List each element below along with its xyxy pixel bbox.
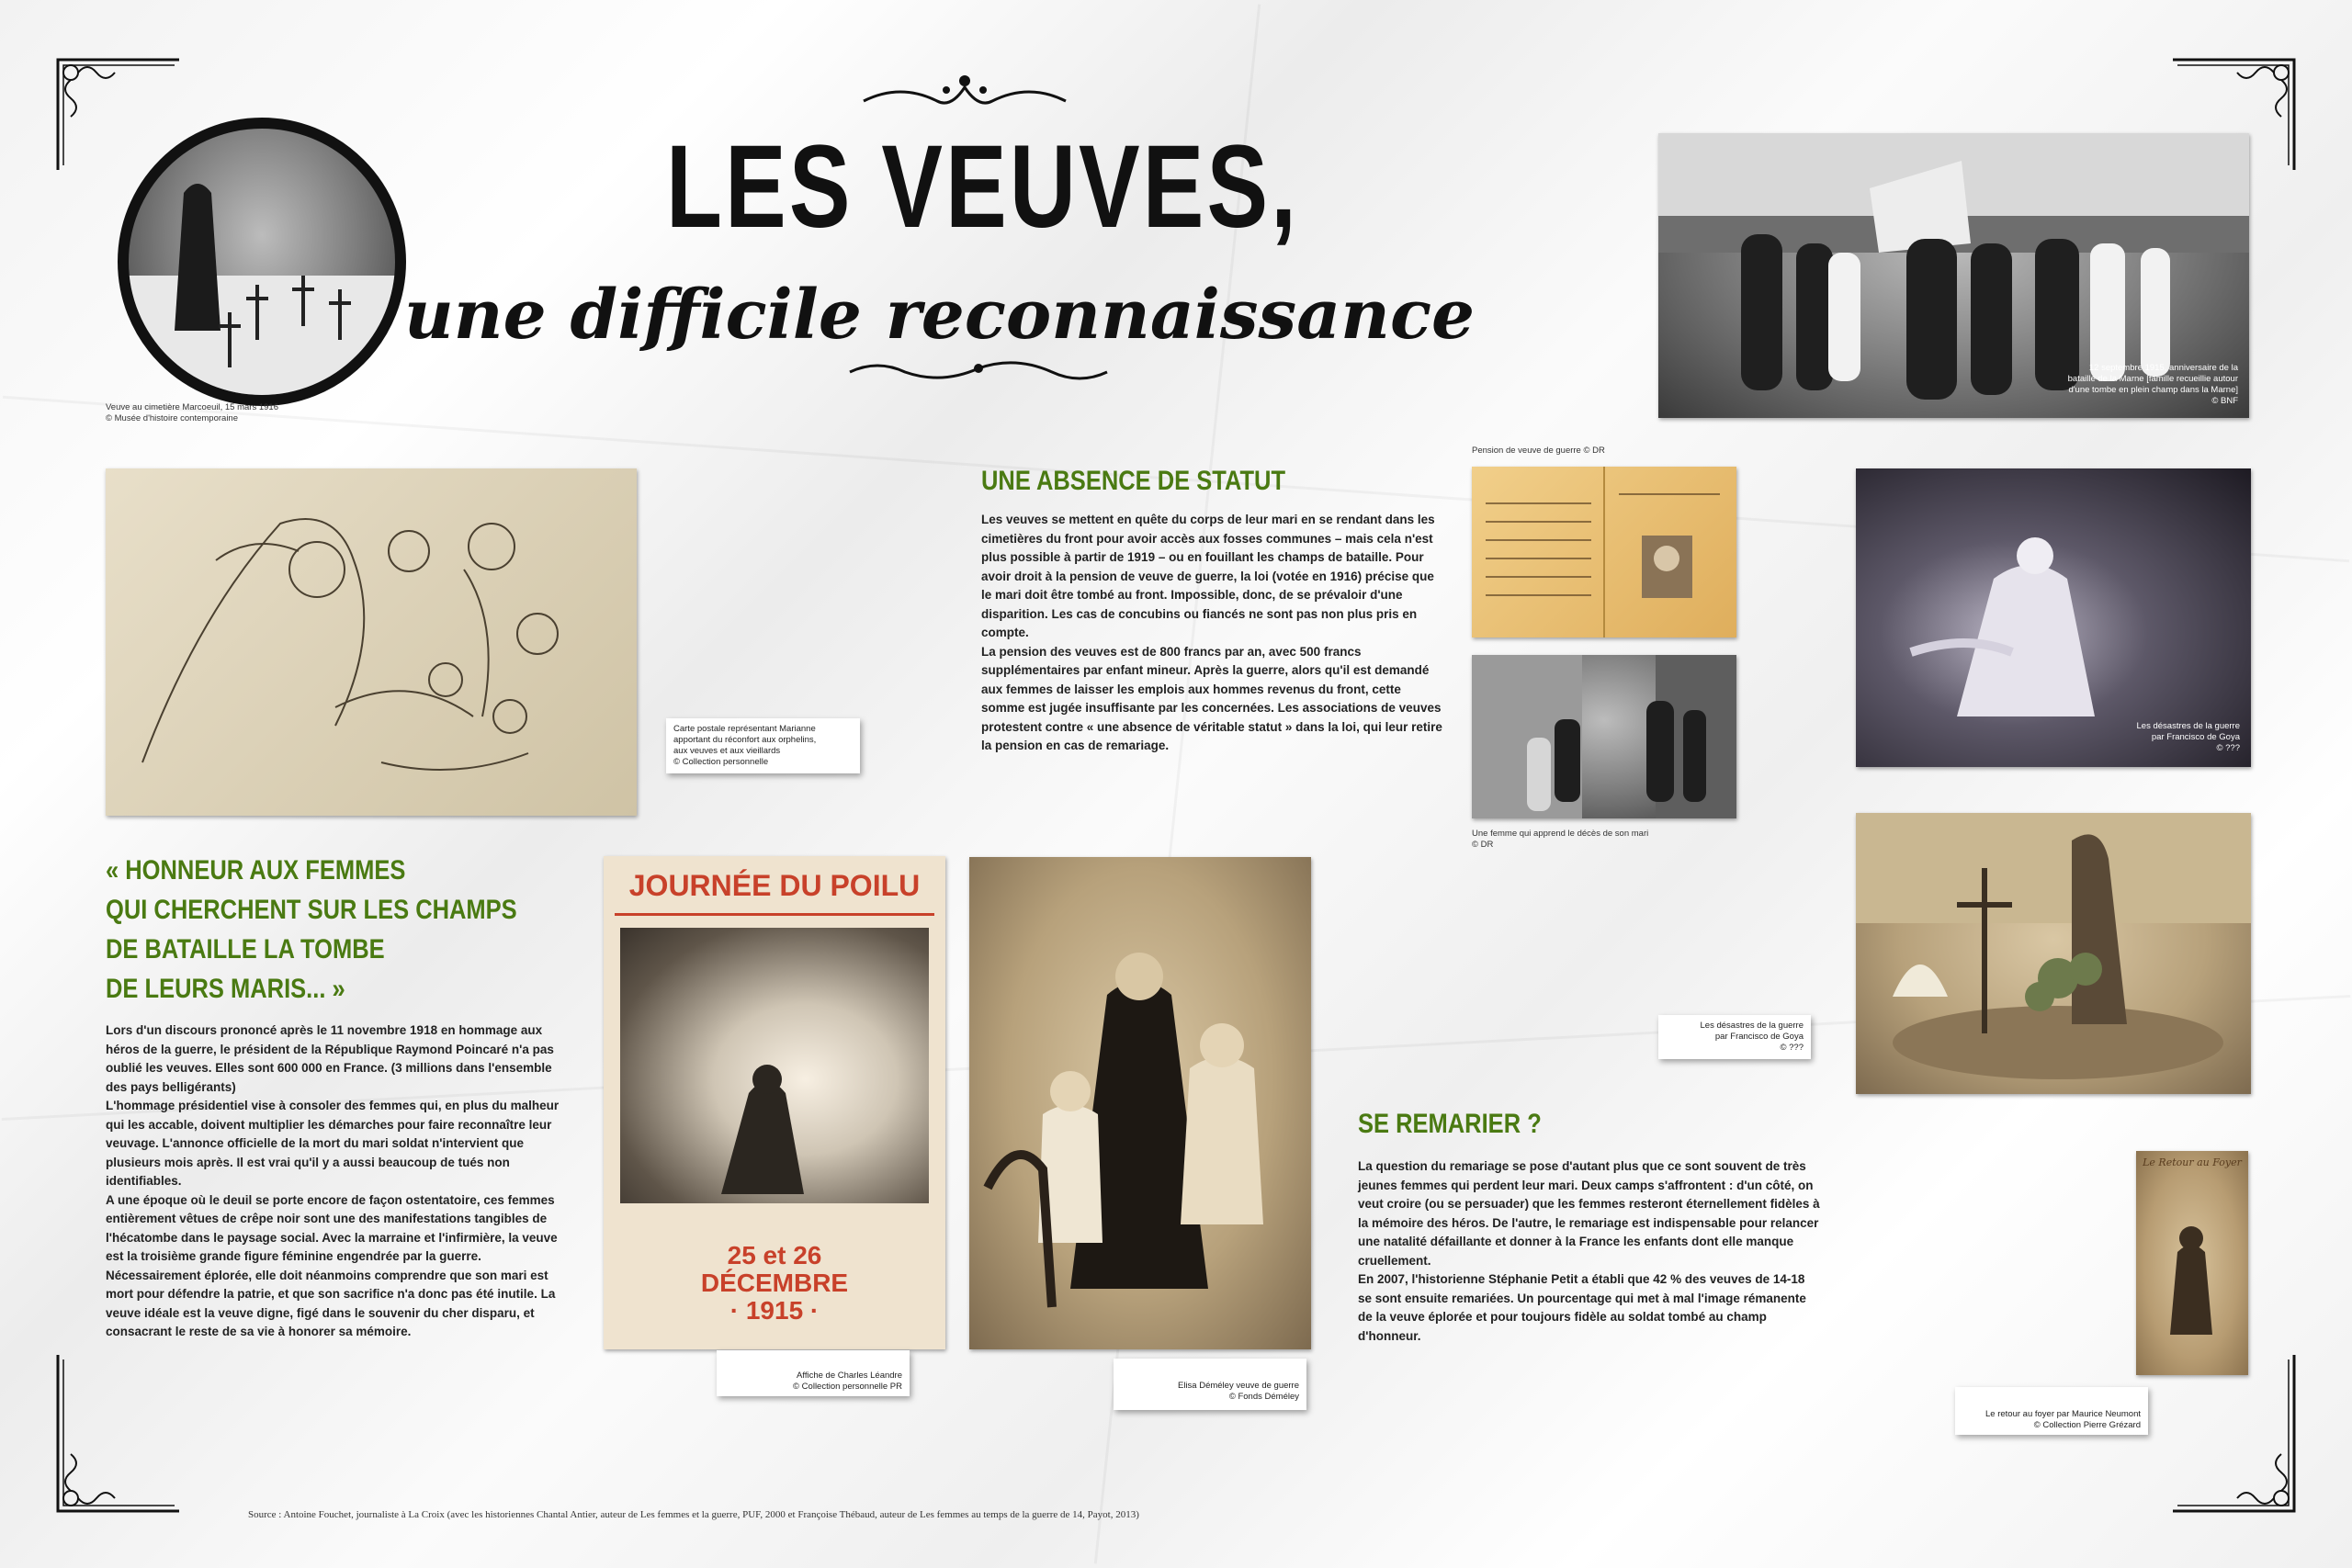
- caption-line: Une femme qui apprend le décès de son mari: [1472, 829, 1649, 839]
- poster-divider: [615, 913, 934, 916]
- title-flourish-top: [854, 64, 1075, 119]
- caption-line: © Collection Pierre Grézard: [2033, 1420, 2141, 1430]
- marianne-sketch-illustration: [106, 468, 637, 816]
- caption-pension: Pension de veuve de guerre © DR: [1472, 446, 1605, 456]
- retour-foyer-title: Le Retour au Foyer: [2143, 1156, 2242, 1168]
- widow-cemetery-photo: [118, 118, 406, 406]
- paragraph: Les veuves se mettent en quête du corps de leur mari en se rendant dans les cimetières du front pour avoir accès aux fosses communes – mais cela n'est plus possible à partir de 1919 – ou en fouillant les champs de bataille. Pour avoir droit à la pension de veuve de guerre, la loi (votée en 1916) précise que le mari doit être tombé au front. Impossible, donc, de se prévaloir d'une disparition. Les cas de concubins ou fiancés ne sont pas non plus pris en compte.: [981, 513, 1435, 639]
- poster-date-line: · 1915 ·: [729, 1296, 820, 1325]
- marianne-postcard: [106, 468, 637, 816]
- caption-line: par Francisco de Goya: [1714, 1032, 1804, 1042]
- text-remarier: [1358, 1157, 1822, 1346]
- caption-demeley: [1114, 1359, 1306, 1410]
- caption-femme-deces: [1472, 829, 1648, 851]
- poster-date-line: 25 et 26: [727, 1241, 822, 1269]
- title-flourish-bottom: [841, 354, 1116, 390]
- retour-foyer-poster: [2136, 1151, 2248, 1375]
- heading-line: « HONNEUR AUX FEMMES: [106, 855, 406, 886]
- caption-neumont: [1955, 1387, 2148, 1435]
- poster-date-line: DÉCEMBRE: [700, 1269, 849, 1297]
- caption-line: © Collection personnelle: [673, 757, 769, 767]
- poster-illustration: [620, 928, 929, 1203]
- caption-line: Les désastres de la guerre: [1700, 1021, 1804, 1031]
- page-subtitle: une difficile reconnaissance: [404, 276, 1476, 355]
- corner-ornament-bottom-left: [51, 1350, 188, 1520]
- caption-line: d'une tombe en plein champ dans la Marne]: [2068, 385, 2238, 395]
- source-footer: Source : Antoine Fouchet, journaliste à La Croix (avec les historiennes Chantal Antier, auteur de Les femmes et la guerre, PUF, 2000 et Françoise Thébaud, auteur de Les femmes au temps de la guerre de 14, Payot, 2013): [248, 1509, 1139, 1520]
- page-title: LES VEUVES,: [666, 121, 1300, 253]
- heading-absence-statut: UNE ABSENCE DE STATUT: [981, 466, 1286, 496]
- widow-news-photo: [1472, 655, 1736, 818]
- caption-line: Affiche de Charles Léandre: [797, 1371, 902, 1381]
- caption-line: apportant du réconfort aux orphelins,: [673, 735, 817, 745]
- paragraph: La pension des veuves est de 800 francs par an, avec 500 francs supplémentaires par enfant mineur. Après la guerre, alors qu'il est demandé aux femmes de laisser les emplois aux hommes revenus du front, cette somme est jugée insuffisante par les concernées. Les associations de veuves protestent contre « une absence de véritable statut » dans la loi, qui leur retire la pension en cas de remariage.: [981, 644, 1442, 752]
- caption-line: © DR: [1472, 840, 1494, 850]
- heading-line: DE LEURS MARIS... »: [106, 974, 345, 1004]
- heading-honneur: [106, 851, 517, 1009]
- caption-line: bataille de la Marne [famille recueillie autour: [2067, 374, 2238, 384]
- caption-marianne: [666, 718, 860, 773]
- caption-line: par Francisco de Goya: [2151, 732, 2240, 742]
- family-portrait-illustration: [969, 857, 1311, 1349]
- caption-line: Elisa Déméley veuve de guerre: [1177, 1381, 1299, 1391]
- paragraph: En 2007, l'historienne Stéphanie Petit a établi que 42 % des veuves de 14-18 se sont ensuite remariées. Un pourcentage qui met à mal l'image rémanente de la veuve éplorée et pour toujours fidèle au soldat tombé au champ d'honneur.: [1358, 1272, 1806, 1343]
- paragraph: A une époque où le deuil se porte encore de façon ostentatoire, ces femmes entièrement vêtues de crêpe noir sont une des manifestations tangibles de l'hécatombe dans le paysage social. Avec la marraine et l'infirmière, la veuve est la troisième grande figure féminine engendrée par la guerre. Nécessairement éplorée, elle doit néanmoins comprendre que son mari est mort pour défendre la patrie, et que son sacrifice n'a donc pas été inutile. La veuve idéale est la veuve digne, figé dans le souvenir du cher disparu, et consacrant le reste de sa vie à honorer sa mémoire.: [106, 1192, 558, 1338]
- caption-line: © BNF: [2211, 396, 2238, 406]
- text-absence-statut: [981, 511, 1445, 756]
- corner-ornament-bottom-right: [2164, 1350, 2301, 1520]
- text-honneur: [106, 1021, 570, 1342]
- poster-title: JOURNÉE DU POILU: [628, 869, 921, 902]
- caption-goya1: [2137, 721, 2240, 754]
- caption-line: Carte postale représentant Marianne: [673, 724, 816, 734]
- poster-dates: [615, 1242, 934, 1325]
- journee-poilu-poster: [604, 856, 945, 1349]
- caption-line: © ???: [1780, 1043, 1804, 1053]
- cemetery-crosses-illustration: [129, 129, 395, 395]
- caption-line: © Fonds Déméley: [1228, 1392, 1299, 1402]
- caption-marne: [2068, 363, 2238, 407]
- street-scene-illustration: [1472, 655, 1736, 818]
- paragraph: L'hommage présidentiel vise à consoler des femmes qui, en plus du malheur qui les accable, doivent multiplier les démarches pour faire reconnaître leur veuvage. L'annonce officielle de la mort du mari soldat n'intervient que plusieurs mois après. Il est vrai qu'il y a aussi beaucoup de tués non identifiables.: [106, 1099, 560, 1188]
- caption-line: Les désastres de la guerre: [2136, 721, 2240, 731]
- child-figure-illustration: [2136, 1151, 2248, 1375]
- caption-line: aux veuves et aux vieillards: [673, 746, 781, 756]
- caption-line: Le retour au foyer par Maurice Neumont: [1985, 1409, 2141, 1419]
- caption-line: 12 septembre 1915, anniversaire de la: [2088, 363, 2238, 373]
- grave-scene-illustration: [1856, 813, 2251, 1094]
- caption-line: © Collection personnelle PR: [793, 1382, 902, 1392]
- heading-line: DE BATAILLE LA TOMBE: [106, 934, 385, 964]
- goya-disasters-photo-1: [1856, 468, 2251, 767]
- caption-marcoeuil: [106, 402, 278, 424]
- goya-disasters-photo-2: [1856, 813, 2251, 1094]
- pension-card-illustration: [1472, 467, 1736, 637]
- heading-line: QUI CHERCHENT SUR LES CHAMPS: [106, 895, 517, 925]
- caption-goya2: [1658, 1015, 1811, 1059]
- soldier-silhouette: [620, 928, 929, 1203]
- caption-line: Veuve au cimetière Marcoeuil, 15 mars 1916: [106, 402, 278, 412]
- paragraph: La question du remariage se pose d'autant plus que ce sont souvent de très jeunes femmes qui perdent leur mari. Deux camps s'affrontent : d'un côté, on veut croire (ou se persuader) que les femmes resteront éternellement fidèles à la mémoire des héros. De l'autre, le remariage est indispensable pour relancer une natalité défaillante et donner à la France les enfants dont elle manque cruellement.: [1358, 1159, 1820, 1268]
- caption-leandre: [717, 1350, 910, 1396]
- paragraph: Lors d'un discours prononcé après le 11 novembre 1918 en hommage aux héros de la guerre, le président de la République Raymond Poincaré n'a pas oublié les veuves. Elles sont 600 000 en France. (3 millions dans l'ensemble des pays belligérants): [106, 1023, 554, 1094]
- caption-line: © ???: [2216, 743, 2240, 753]
- caption-line: © Musée d'histoire contemporaine: [106, 413, 238, 423]
- marne-anniversary-photo: [1658, 133, 2249, 418]
- heading-remarier: SE REMARIER ?: [1358, 1109, 1542, 1139]
- demeley-family-photo: [969, 857, 1311, 1349]
- pension-card-photo: [1472, 467, 1736, 637]
